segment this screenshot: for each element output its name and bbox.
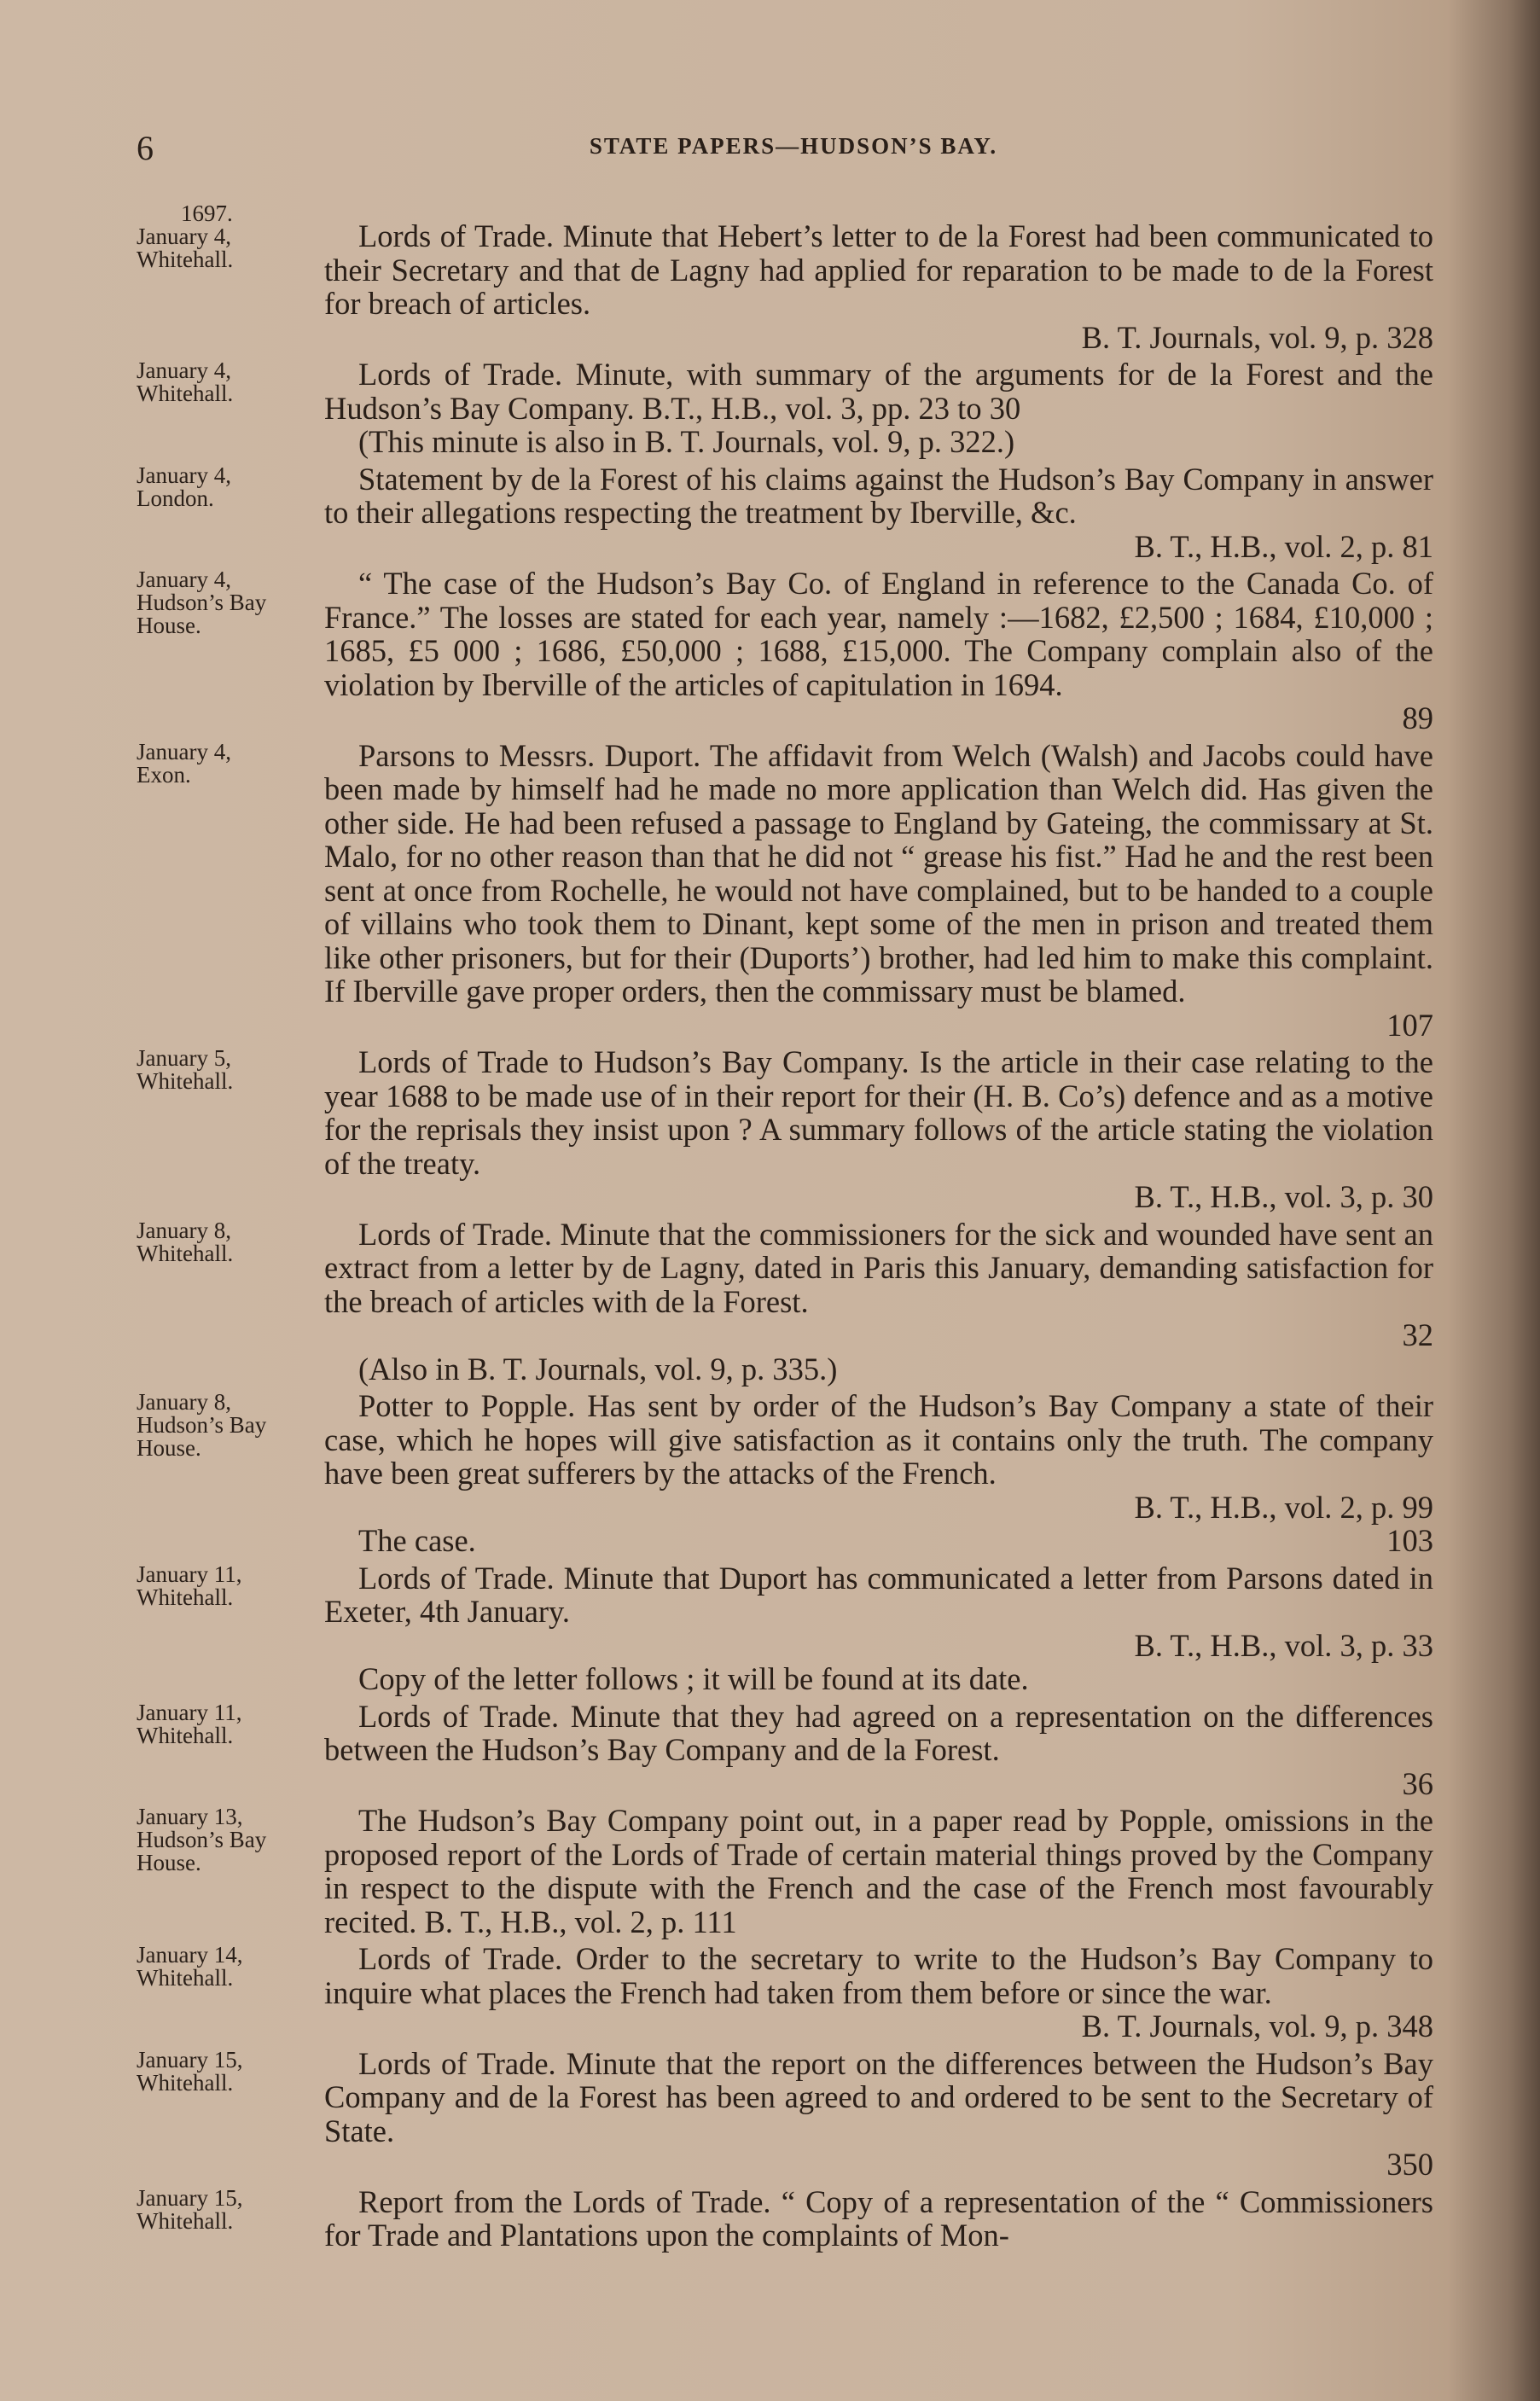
- entry-margin-note: [137, 202, 316, 271]
- entry: [137, 1700, 1433, 1801]
- entry-citation: B. T., H.B., vol. 3, p. 30: [1134, 1179, 1433, 1214]
- entry-margin-note: [137, 359, 316, 405]
- entry-place: Hudson’s Bay House.: [137, 1827, 267, 1875]
- entry-date: January 4,: [137, 462, 231, 488]
- entry-margin-note: [137, 1391, 316, 1460]
- entry-text: Lords of Trade. Minute that Duport has communicated a letter from Parsons dated in Exeter, 4th January.: [324, 1560, 1433, 1629]
- entry-text: Lords of Trade. Order to the secretary to write to the Hudson’s Bay Company to inquire what places the French had taken from them before or since the war.: [324, 1941, 1433, 2010]
- entry: [137, 1218, 1433, 1387]
- page-header: [137, 128, 1450, 179]
- entry-note: Copy of the letter follows ; it will be found at its date.: [358, 1661, 1029, 1696]
- entry: [137, 1804, 1433, 1939]
- entry-citation: B. T., H.B., vol. 2, p. 81: [1134, 528, 1433, 564]
- entry-date: January 4,: [137, 358, 231, 383]
- entry-date: January 5,: [137, 1045, 231, 1071]
- entry-text: Lords of Trade to Hudson’s Bay Company. Is the article in their case relating to the year 1688 to be made use of in their report for their (H. B. Co’s) defence and as a motive for the reprisals they insist upon ? A summary follows of the article stating the violation of the treaty.: [324, 1044, 1433, 1181]
- running-head: STATE PAPERS—HUDSON’S BAY.: [589, 133, 998, 159]
- entry-place: Whitehall.: [137, 1965, 234, 1991]
- entry-place: Whitehall.: [137, 1068, 234, 1094]
- entry-margin-note: [137, 1563, 316, 1609]
- entry-date: January 4,: [137, 224, 231, 249]
- entry-note: (Also in B. T. Journals, vol. 9, p. 335.): [358, 1351, 838, 1387]
- entry-text: Lords of Trade. Minute that Hebert’s letter to de la Forest had been communicated to their Secretary and that de Lagny had applied for reparation to be made to de la Forest for breach of articles.: [324, 218, 1433, 321]
- entry-date: January 11,: [137, 1699, 242, 1725]
- entry-place: London.: [137, 485, 214, 511]
- entry-note-citation: 103: [1386, 1523, 1433, 1558]
- entry-citation: 350: [1386, 2147, 1433, 2182]
- entry-date: January 14,: [137, 1942, 243, 1968]
- entry-date: January 4,: [137, 738, 231, 764]
- entry-margin-note: [137, 2046, 316, 2096]
- entry-date: January 15,: [137, 2184, 243, 2211]
- entry-margin-note: [137, 1805, 316, 1875]
- entry-place: Whitehall.: [137, 1722, 234, 1748]
- entry-place: Hudson’s Bay House.: [137, 590, 267, 638]
- entry-year: 1697.: [181, 201, 233, 226]
- entry: [137, 201, 1433, 354]
- entry-text: Lords of Trade. Minute that the commissioners for the sick and wounded have sent an extract from a letter by de Lagny, dated in Paris this January, demanding satisfaction for the breach of articles with de la Forest.: [324, 1216, 1433, 1319]
- entry-text: Report from the Lords of Trade. “ Copy of a representation of the “ Commissioners for Trade and Plantations upon the complaints of Mon-: [324, 2183, 1433, 2253]
- entry-place: Whitehall.: [137, 2207, 234, 2234]
- entry-note: The case.: [358, 1523, 476, 1558]
- entry-citation: B. T. Journals, vol. 9, p. 328: [1081, 319, 1433, 355]
- entry-date: January 4,: [137, 567, 231, 592]
- entry: [137, 1045, 1433, 1214]
- entry-text: Lords of Trade. Minute that they had agreed on a representation on the differences between the Hudson’s Bay Company and de la Forest.: [324, 1698, 1433, 1767]
- entry-citation: 32: [1402, 1317, 1433, 1352]
- entry-text: “ The case of the Hudson’s Bay Co. of England in reference to the Canada Co. of France.” The losses are stated for each year, namely :—1682, £2,500 ; 1684, £10,000 ; 1685, £5 000 ; 1686, £50,000 ; 1688, £15,000. The Company complain also of the violation by Iberville of the articles of capitulation in 1694.: [324, 566, 1433, 702]
- entry-place: Hudson’s Bay House.: [137, 1412, 267, 1461]
- entry: [137, 2185, 1433, 2253]
- entry: [137, 567, 1433, 735]
- entry-text: The Hudson’s Bay Company point out, in a paper read by Popple, omissions in the proposed report of the Lords of Trade of certain material things proved by the Company in respect to the dispute with the French and the case of the French most favourably recited. B. T., H.B., vol. 2, p. 111: [324, 1803, 1433, 1939]
- entry-place: Exon.: [137, 761, 191, 788]
- entry-margin-note: [137, 738, 316, 788]
- entry-citation: B. T., H.B., vol. 2, p. 99: [1134, 1489, 1433, 1525]
- entry-place: Whitehall.: [137, 381, 234, 406]
- entry-date: January 15,: [137, 2046, 243, 2073]
- entry-margin-note: [137, 1944, 316, 1990]
- entry-place: Whitehall.: [137, 2069, 234, 2096]
- entry-margin-note: [137, 1219, 316, 1265]
- entry-text: Lords of Trade. Minute that the report on the differences between the Hudson’s Bay Company and de la Forest has been agreed to and ordered to be sent to the Secretary of State.: [324, 2045, 1433, 2148]
- page-number: 6: [137, 129, 154, 167]
- entry-margin-note: [137, 2184, 316, 2234]
- entries-list: [137, 201, 1433, 2253]
- entry-citation: B. T., H.B., vol. 3, p. 33: [1134, 1627, 1433, 1663]
- entry: [137, 1389, 1433, 1558]
- entry-place: Whitehall.: [137, 247, 234, 272]
- entry-place: Whitehall.: [137, 1584, 234, 1610]
- entry-citation: B. T. Journals, vol. 9, p. 348: [1081, 2009, 1433, 2043]
- entry-date: January 8,: [137, 1389, 231, 1415]
- entry: [137, 2047, 1433, 2182]
- entry-date: January 8,: [137, 1217, 231, 1243]
- entry-citation: 107: [1386, 1007, 1433, 1043]
- entry-text: Lords of Trade. Minute, with summary of the arguments for de la Forest and the Hudson’s Bay Company. B.T., H.B., vol. 3, pp. 23 to 30: [324, 357, 1433, 426]
- entry-citation: 89: [1402, 701, 1433, 735]
- entry-date: January 13,: [137, 1804, 243, 1829]
- entry-text: Potter to Popple. Has sent by order of the Hudson’s Bay Company a state of their case, which he hopes will give satisfaction as it contains only the truth. The company have been great sufferers by the attacks of the French.: [324, 1388, 1433, 1491]
- entry-place: Whitehall.: [137, 1240, 234, 1266]
- entry: [137, 462, 1433, 564]
- entry-margin-note: [137, 1047, 316, 1093]
- entry-margin-note: [137, 1701, 316, 1747]
- entry: [137, 1942, 1433, 2043]
- entry-margin-note: [137, 568, 316, 637]
- entry-date: January 11,: [137, 1561, 242, 1587]
- entry: [137, 1561, 1433, 1696]
- entry: [137, 358, 1433, 459]
- entry: [137, 739, 1433, 1043]
- entry-text: Statement by de la Forest of his claims against the Hudson’s Bay Company in answer to their allegations respecting the treatment by Iberville, &c.: [324, 461, 1433, 530]
- entry-margin-note: [137, 464, 316, 510]
- entry-note: (This minute is also in B. T. Journals, vol. 9, p. 322.): [358, 424, 1015, 459]
- entry-text: Parsons to Messrs. Duport. The affidavit from Welch (Walsh) and Jacobs could have been made by himself had he made no more application than Welch did. Has given the other side. He had been refused a passage to England by Gateing, the commissary at St. Malo, for no other reason than that he did not “ grease his fist.” Had he and the rest been sent at once from Rochelle, he would not have complained, but to be handed to a couple of villains who took them to Dinant, kept some of the men in prison and treated them like other prisoners, but for their (Duports’) brother, had led him to make this complaint. If Iberville gave proper orders, then the commissary must be blamed.: [324, 737, 1433, 1009]
- entry-citation: 36: [1402, 1765, 1433, 1801]
